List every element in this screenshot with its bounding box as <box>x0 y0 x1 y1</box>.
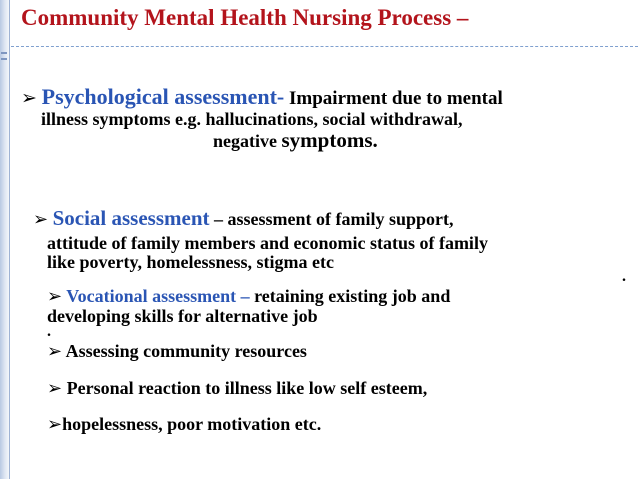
stray-dot: . <box>47 323 51 340</box>
slide-title: Community Mental Health Nursing Process – <box>21 5 469 30</box>
stray-dot: . <box>622 268 626 285</box>
arrow-bullet-icon: ➢ <box>47 341 63 362</box>
vocational-text: retaining existing job and <box>254 286 451 306</box>
arrow-bullet-icon: ➢ <box>21 87 37 109</box>
arrow-bullet-icon: ➢ <box>47 414 63 435</box>
social-text: – assessment of family support, <box>214 209 454 229</box>
social-heading: Social assessment <box>52 206 210 230</box>
psychological-heading: Psychological assessment- <box>41 84 285 109</box>
bullet-community-resources <box>47 341 307 362</box>
arrow-bullet-icon: ➢ <box>47 286 63 307</box>
psychological-text: Impairment due to mental <box>289 88 503 109</box>
border-tick <box>1 58 7 60</box>
bullet-personal-reaction <box>47 378 427 399</box>
slide-left-border <box>0 0 10 479</box>
title-divider <box>11 46 638 48</box>
psychological-negative: negative <box>213 131 277 151</box>
community-resources-text: Assessing community resources <box>65 341 307 361</box>
social-line-2: attitude of family members and economic status of family <box>47 233 488 253</box>
arrow-bullet-icon: ➢ <box>47 378 63 399</box>
border-tick <box>1 52 7 54</box>
vocational-heading: Vocational assessment – <box>66 286 250 306</box>
hopelessness-text: hopelessness, poor motivation etc. <box>62 414 322 434</box>
bullet-vocational <box>47 286 450 307</box>
social-line-3: like poverty, homelessness, stigma etc <box>47 252 334 272</box>
psychological-line-3 <box>213 128 378 153</box>
arrow-bullet-icon: ➢ <box>33 209 49 230</box>
personal-reaction-text: Personal reaction to illness like low self esteem, <box>66 378 428 398</box>
bullet-psychological <box>21 84 503 110</box>
vocational-line-2: developing skills for alternative job <box>47 306 318 326</box>
bullet-hopelessness <box>47 414 321 435</box>
psychological-symptoms: symptoms. <box>281 128 378 152</box>
psychological-line-2: illness symptoms e.g. hallucinations, social withdrawal, <box>41 109 463 129</box>
bullet-social <box>33 206 454 231</box>
